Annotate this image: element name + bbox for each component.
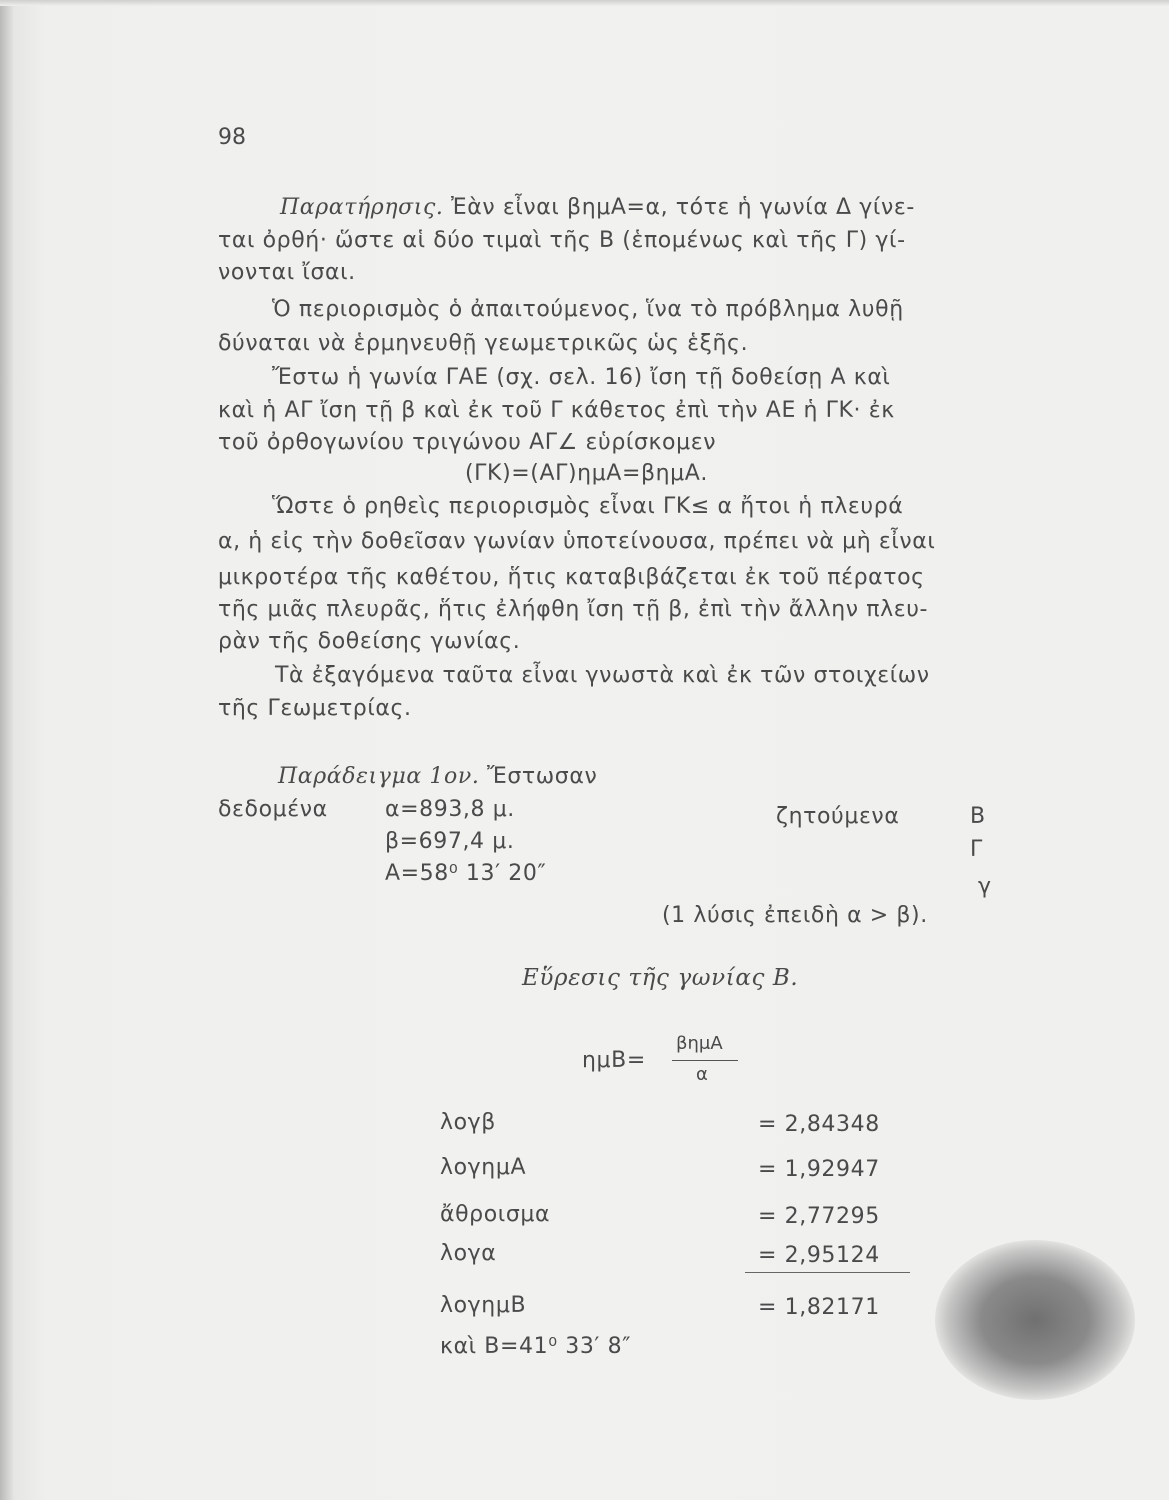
fraction-bar: [672, 1060, 738, 1061]
log-label-beta: λογβ: [440, 1110, 496, 1135]
log-label-sin-a: λογημΑ: [440, 1155, 527, 1180]
text-line-3: νονται ἴσαι.: [218, 260, 356, 285]
subtraction-rule: [745, 1272, 910, 1273]
text-line-7: καὶ ἡ ΑΓ ἴση τῇ β καὶ ἐκ τοῦ Γ κάθετος ἐπὶ τὴν ΑΕ ἡ ΓΚ· ἐκ: [218, 398, 895, 423]
section-title: Εὕρεσις τῆς γωνίας Β.: [522, 965, 799, 991]
given-alpha: α=893,8 μ.: [385, 797, 515, 822]
log-value-sin-a: = 1,92947: [758, 1157, 880, 1182]
given-label: δεδομένα: [218, 797, 328, 822]
log-label-sin-b: λογημΒ: [440, 1293, 527, 1318]
sought-gamma-lower: γ: [978, 874, 992, 899]
text-line-12: μικροτέρα τῆς καθέτου, ἥτις καταβιβάζεται ἐκ τοῦ πέρατος: [218, 565, 925, 590]
text-line-16: τῆς Γεωμετρίας.: [218, 696, 412, 721]
text-line-4: Ὁ περιορισμὸς ὁ ἀπαιτούμενος, ἵνα τὸ πρόβλημα λυθῇ: [272, 297, 904, 322]
given-angle-a: Α=58⁰ 13′ 20″: [385, 861, 547, 886]
text-line-5: δύναται νὰ ἑρμηνευθῇ γεωμετρικῶς ὡς ἑξῆς.: [218, 331, 749, 356]
text-line-6: Ἔστω ἡ γωνία ΓΑΕ (σχ. σελ. 16) ἴση τῇ δοθείσῃ Α καὶ: [272, 365, 891, 390]
result-angle-b: καὶ Β=41⁰ 33′ 8″: [440, 1334, 632, 1359]
solution-note: (1 λύσις ἐπειδὴ α > β).: [662, 903, 928, 928]
remark-heading: Παρατήρησις.: [280, 195, 444, 220]
example-heading-rest: Ἔστωσαν: [487, 764, 598, 789]
text-line-8: τοῦ ὀρθογωνίου τριγώνου ΑΓ∠ εὑρίσκομεν: [218, 430, 717, 455]
text-line-14: ρὰν τῆς δοθείσης γωνίας.: [218, 629, 521, 654]
given-beta: β=697,4 μ.: [385, 829, 515, 854]
text-line-15: Τὰ ἐξαγόμενα ταῦτα εἶναι γνωστὰ καὶ ἐκ τῶν στοιχείων: [275, 663, 930, 688]
log-value-alpha: = 2,95124: [758, 1243, 880, 1268]
sought-label: ζητούμενα: [776, 804, 900, 829]
page-number: 98: [218, 125, 246, 150]
sought-b: Β: [970, 804, 986, 829]
formula-lhs: ημΒ=: [582, 1048, 646, 1073]
text-line-11: α, ἡ εἰς τὴν δοθεῖσαν γωνίαν ὑποτείνουσα, πρέπει νὰ μὴ εἶναι: [218, 529, 936, 554]
formula-denominator: α: [696, 1064, 708, 1085]
page-left-edge: [0, 0, 14, 1500]
text-line-10: Ὥστε ὁ ρηθεὶς περιορισμὸς εἶναι ΓΚ≤ α ἤτοι ἡ πλευρά: [272, 494, 904, 519]
remark-text: Ἐὰν εἶναι βημΑ=α, τότε ἡ γωνία Δ γίνε-: [443, 195, 915, 220]
ink-smudge: [935, 1240, 1135, 1400]
log-value-sum: = 2,77295: [758, 1204, 880, 1229]
log-label-sum: ἄθροισμα: [440, 1202, 551, 1227]
formula-numerator: βημΑ: [676, 1033, 723, 1054]
page-top-edge: [0, 0, 1169, 6]
example-heading: [278, 764, 597, 789]
log-label-alpha: λογα: [440, 1241, 497, 1266]
sought-gamma-upper: Γ: [970, 837, 983, 862]
log-value-sin-b: = 1,82171: [758, 1295, 880, 1320]
equation-line: (ΓΚ)=(ΑΓ)ημΑ=βημΑ.: [465, 461, 709, 486]
text-line-2: ται ὀρθή· ὥστε αἱ δύο τιμαὶ τῆς Β (ἑπομένως καὶ τῆς Γ) γί-: [218, 228, 906, 253]
text-line-13: τῆς μιᾶς πλευρᾶς, ἥτις ἐλήφθη ἴση τῇ β, ἐπὶ τὴν ἄλλην πλευ-: [218, 597, 929, 622]
text-line-1: [280, 195, 915, 220]
example-title: Παράδειγμα 1ον.: [278, 764, 480, 789]
log-value-beta: = 2,84348: [758, 1112, 880, 1137]
